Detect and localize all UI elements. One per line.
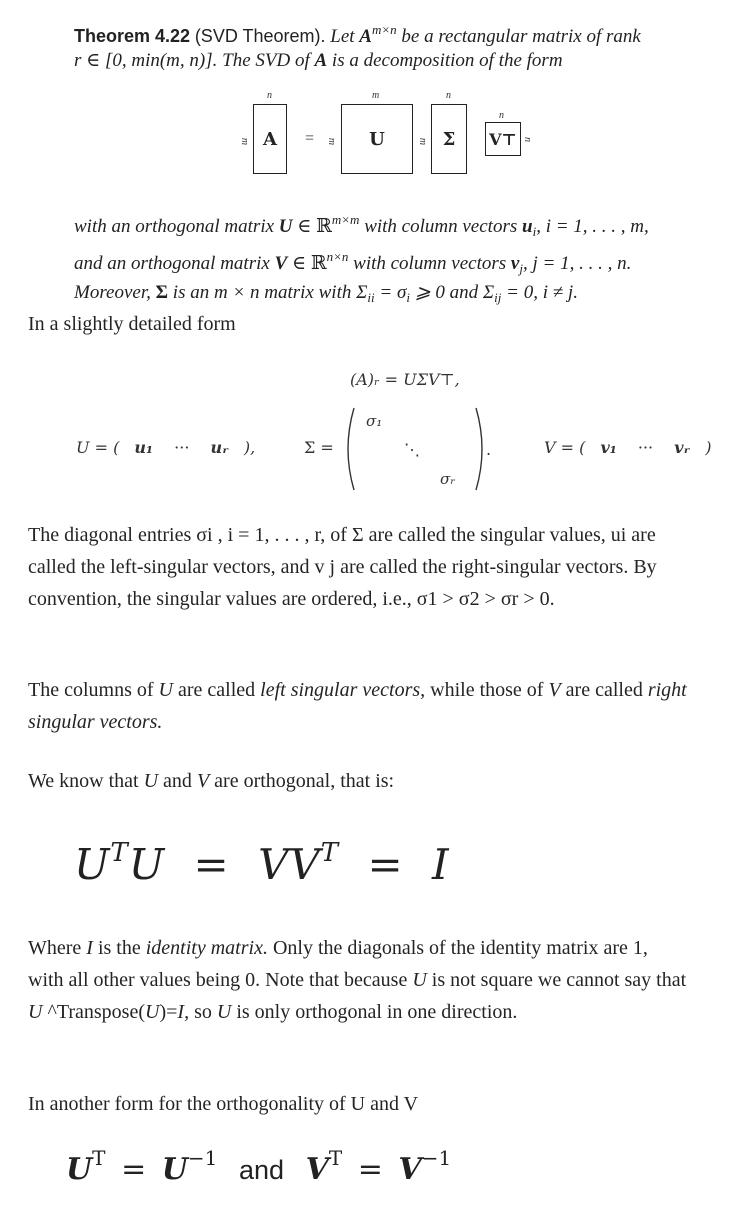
text: is an m × n matrix with Σ xyxy=(172,282,368,303)
emphasis: identity matrix. xyxy=(145,937,268,959)
diagonal-dots: ⋱ xyxy=(404,440,420,459)
vector-symbol: v₁ xyxy=(600,438,617,457)
subscript: j xyxy=(519,260,523,276)
superscript: T xyxy=(320,838,340,868)
math-symbol: I, xyxy=(177,1001,190,1023)
right-paren xyxy=(476,408,482,490)
text: V = ( xyxy=(544,438,586,457)
math-symbol: V xyxy=(398,1152,422,1187)
paragraph-another-form: In another form for the orthogonality of U and V xyxy=(28,1093,419,1115)
superscript: n×n xyxy=(326,248,349,264)
superscript: m×m xyxy=(331,212,360,227)
text: , i = 1, . . . , m, xyxy=(536,216,649,237)
paragraph-identity xyxy=(28,932,688,1028)
subscript: i xyxy=(406,290,410,305)
subscript: i xyxy=(532,224,537,239)
vector-symbol: u xyxy=(521,216,533,237)
dim-label: m xyxy=(326,137,338,146)
vector-symbol: u₁ xyxy=(134,438,154,457)
superscript: −1 xyxy=(187,1146,218,1170)
math-symbol: U xyxy=(158,679,173,701)
sigma-1: σ₁ xyxy=(366,412,383,430)
math-symbol: I xyxy=(86,937,93,959)
matrix-Sigma-box: Σ xyxy=(431,104,467,174)
text: and xyxy=(158,770,197,792)
dim-label: m xyxy=(372,90,380,101)
vector-symbol: uᵣ xyxy=(210,438,229,457)
superscript: −1 xyxy=(421,1146,452,1170)
emphasis: right singular vectors. xyxy=(28,679,687,733)
superscript: m×n xyxy=(371,22,397,37)
text: are orthogonal, that is: xyxy=(209,770,395,792)
paragraph-detailed: In a slightly detailed form xyxy=(28,313,236,335)
text: are called xyxy=(560,679,648,701)
equals-sign: = xyxy=(367,840,404,889)
text: with an orthogonal matrix xyxy=(74,216,275,237)
dim-label: n xyxy=(522,137,533,142)
equation-Sigma-lhs: Σ = xyxy=(304,438,334,457)
superscript: T xyxy=(92,1146,106,1170)
matrix-Vt-box: V⊤ xyxy=(485,122,521,156)
dim-label: m xyxy=(239,137,251,146)
text: ), xyxy=(243,438,256,457)
math-symbol: U xyxy=(66,1152,93,1187)
text: so xyxy=(189,1001,217,1023)
paragraph-orthogonal xyxy=(28,765,688,797)
theorem-text: is a decomposition of the form xyxy=(331,50,563,71)
dim-label: n xyxy=(446,90,451,101)
math-symbol: U xyxy=(145,1001,160,1023)
math-symbol: I xyxy=(432,840,450,889)
equation-reduced-svd: (A)ᵣ = UΣV⊤, xyxy=(350,370,460,389)
text: ^Transpose( xyxy=(42,1001,145,1023)
text: ∈ ℝ xyxy=(297,216,332,237)
sigma-r: σᵣ xyxy=(440,470,456,488)
sigma-period: . xyxy=(486,440,492,459)
superscript: T xyxy=(328,1146,343,1170)
text: with column vectors xyxy=(353,252,507,274)
equation-U xyxy=(76,438,255,457)
text: Only the diagonals of the identity matrix are 1, with all other values being 0. Note that because xyxy=(28,937,648,991)
theorem-statement xyxy=(74,18,714,73)
left-paren xyxy=(348,408,354,490)
text: ∈ ℝ xyxy=(292,252,327,274)
matrix-symbol: Σ xyxy=(155,282,169,303)
text: = σ xyxy=(379,282,407,303)
svd-diagram xyxy=(225,86,545,182)
matrix-symbol: U xyxy=(278,216,293,237)
matrix-symbol: A xyxy=(314,50,328,71)
equation-V xyxy=(544,438,712,457)
text: ··· xyxy=(637,438,654,457)
math-symbol: V xyxy=(196,770,210,792)
math-symbol: VV xyxy=(258,840,321,889)
text: The columns of xyxy=(28,679,159,701)
vector-symbol: vᵣ xyxy=(674,438,691,457)
text: ) xyxy=(705,438,712,457)
dim-label: m xyxy=(417,137,429,146)
math-symbol: V xyxy=(548,679,561,701)
dim-label: n xyxy=(267,90,272,101)
equals-sign: = xyxy=(357,1152,383,1187)
math-symbol: U xyxy=(143,770,159,792)
math-symbol: U xyxy=(216,1001,232,1023)
matrix-symbol: V xyxy=(274,252,288,274)
math-symbol: U xyxy=(128,840,166,889)
text: , j = 1, . . . , n. xyxy=(522,252,632,274)
dim-label: n xyxy=(499,110,504,121)
equation-inverse xyxy=(66,1146,451,1187)
matrix-symbol: A xyxy=(359,26,372,47)
paragraph-columns xyxy=(28,674,688,738)
math-symbol: U xyxy=(28,1001,43,1023)
paragraph-singular-values: The diagonal entries σi , i = 1, . . . , r, of Σ are called the singular values, ui are called the left-singular vectors, and v j are called the right-singular vectors. By convention, the singular values are ordered, i.e., σ1 > σ2 > σr > 0. xyxy=(28,524,657,610)
text: with column vectors xyxy=(364,216,518,237)
subscript: ij xyxy=(494,290,502,305)
text: U = ( xyxy=(76,438,120,457)
math-symbol: U xyxy=(412,969,427,991)
text: is not square we cannot say that xyxy=(426,969,687,991)
emphasis: left singular vectors, xyxy=(260,679,426,701)
vector-symbol: v xyxy=(510,252,520,274)
text: is the xyxy=(92,937,146,959)
matrix-A-box: A xyxy=(253,104,287,174)
math-symbol: V xyxy=(305,1152,329,1187)
text: )= xyxy=(159,1001,178,1023)
equation-orthogonality xyxy=(74,838,450,889)
text: and xyxy=(238,1155,285,1185)
text: ··· xyxy=(174,438,190,457)
equals-sign: = xyxy=(121,1152,147,1187)
text: ⩾ 0 and Σ xyxy=(414,282,495,303)
text: = 0, i ≠ j. xyxy=(506,282,578,303)
text: and an orthogonal matrix xyxy=(74,252,270,274)
text: are called xyxy=(172,679,261,701)
theorem-name: (SVD Theorem). xyxy=(194,26,326,46)
superscript: T xyxy=(110,838,129,868)
text: is only orthogonal in one direction. xyxy=(231,1001,518,1023)
math-symbol: U xyxy=(161,1152,188,1187)
subscript: ii xyxy=(367,290,375,305)
matrix-U-box: U xyxy=(341,104,413,174)
theorem-continuation xyxy=(74,208,724,311)
text: while those of xyxy=(425,679,549,701)
equals-sign: = xyxy=(305,130,315,147)
text: We know that xyxy=(28,770,144,792)
theorem-label: Theorem 4.22 xyxy=(74,26,191,46)
theorem-text: Let xyxy=(330,26,355,47)
theorem-text: r ∈ [0, min(m, n)]. The SVD of xyxy=(74,50,310,71)
math-symbol: U xyxy=(74,840,111,889)
text: Where xyxy=(28,937,87,959)
equals-sign: = xyxy=(193,840,230,889)
theorem-text: be a rectangular matrix of rank xyxy=(401,26,641,47)
text: Moreover, xyxy=(74,282,151,303)
